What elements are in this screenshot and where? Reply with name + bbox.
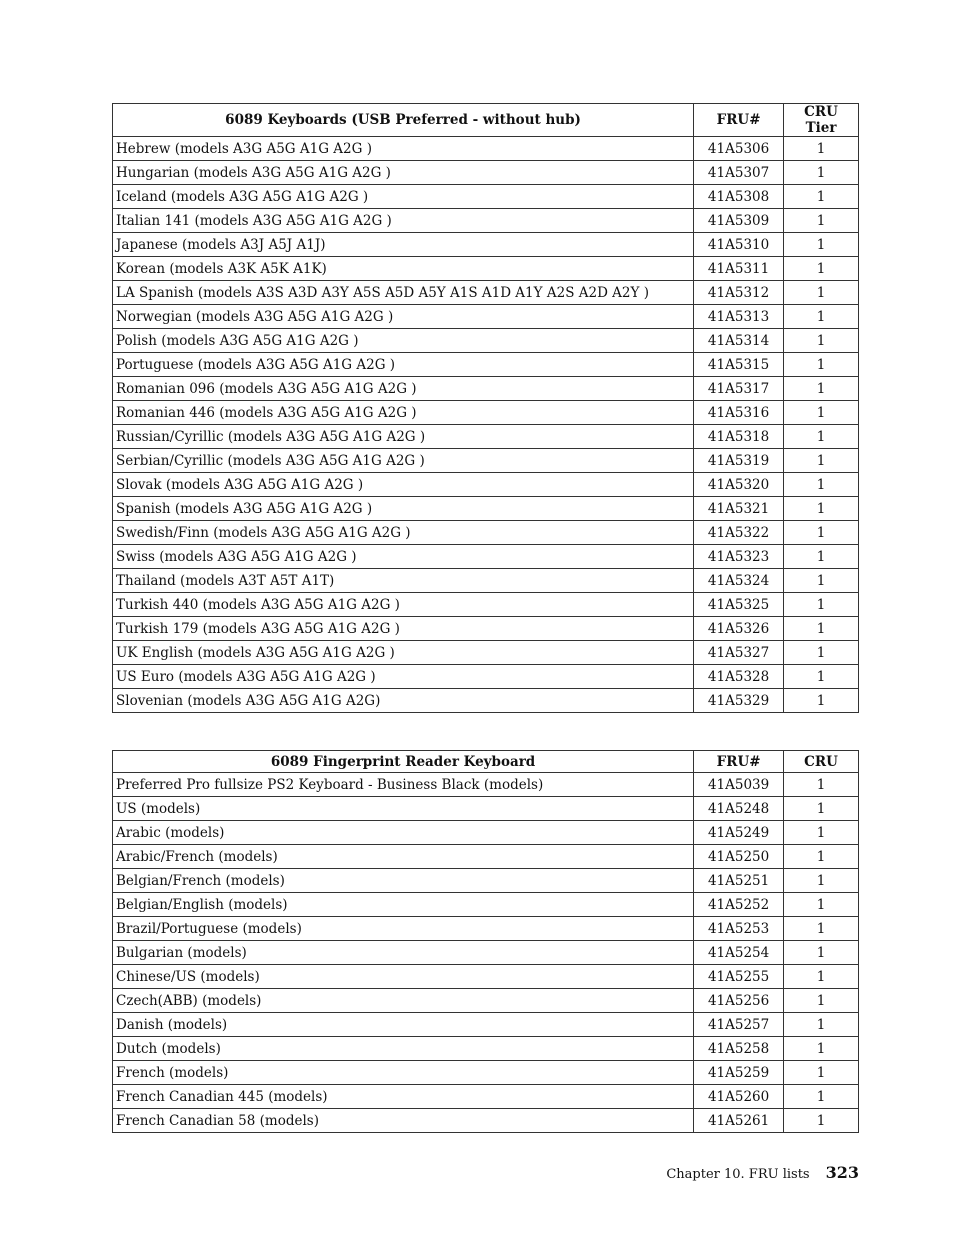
page-number: 323 [825,1163,859,1182]
cell-description: Portuguese (models A3G A5G A1G A2G ) [113,353,694,377]
cell-description: Japanese (models A3J A5J A1J) [113,233,694,257]
table-row [113,893,859,917]
cell-cru-tier: 1 [784,473,859,497]
cell-fru-number: 41A5258 [694,1037,784,1061]
cell-fru-number: 41A5327 [694,641,784,665]
table-row [113,965,859,989]
table-row [113,521,859,545]
column-header-cru-tier: CRU Tier [784,104,859,137]
cell-description: French (models) [113,1061,694,1085]
chapter-title: Chapter 10. FRU lists [666,1167,810,1182]
table-row [113,845,859,869]
cell-fru-number: 41A5249 [694,821,784,845]
cell-cru-tier: 1 [784,617,859,641]
cell-cru-tier: 1 [784,209,859,233]
cell-cru-tier: 1 [784,497,859,521]
cell-cru-tier: 1 [784,941,859,965]
cell-cru-tier: 1 [784,521,859,545]
cell-description: US (models) [113,797,694,821]
table-row [113,329,859,353]
table-header-row [113,104,859,137]
cell-fru-number: 41A5306 [694,137,784,161]
cell-description: Polish (models A3G A5G A1G A2G ) [113,329,694,353]
cell-description: Swiss (models A3G A5G A1G A2G ) [113,545,694,569]
table-row [113,137,859,161]
cell-cru-tier: 1 [784,869,859,893]
table-row [113,305,859,329]
cell-cru-tier: 1 [784,1109,859,1133]
keyboards-usb-table [112,103,859,713]
cell-description: French Canadian 445 (models) [113,1085,694,1109]
table-row [113,1013,859,1037]
cell-cru-tier: 1 [784,137,859,161]
cell-description: Romanian 096 (models A3G A5G A1G A2G ) [113,377,694,401]
cell-description: Arabic (models) [113,821,694,845]
cell-description: Turkish 440 (models A3G A5G A1G A2G ) [113,593,694,617]
table-row [113,281,859,305]
cell-fru-number: 41A5317 [694,377,784,401]
table-row [113,1109,859,1133]
table-row [113,473,859,497]
table-row [113,941,859,965]
cell-description: Slovak (models A3G A5G A1G A2G ) [113,473,694,497]
cell-fru-number: 41A5039 [694,773,784,797]
table-row [113,233,859,257]
cell-description: Swedish/Finn (models A3G A5G A1G A2G ) [113,521,694,545]
cell-fru-number: 41A5250 [694,845,784,869]
cell-fru-number: 41A5257 [694,1013,784,1037]
cell-fru-number: 41A5308 [694,185,784,209]
cell-cru-tier: 1 [784,329,859,353]
cell-description: Iceland (models A3G A5G A1G A2G ) [113,185,694,209]
cell-fru-number: 41A5319 [694,449,784,473]
cell-description: Hungarian (models A3G A5G A1G A2G ) [113,161,694,185]
cell-fru-number: 41A5260 [694,1085,784,1109]
fingerprint-keyboard-table [112,750,859,1133]
cell-cru-tier: 1 [784,257,859,281]
cell-fru-number: 41A5252 [694,893,784,917]
cell-cru-tier: 1 [784,821,859,845]
cell-description: Slovenian (models A3G A5G A1G A2G) [113,689,694,713]
cell-cru-tier: 1 [784,401,859,425]
cell-description: Thailand (models A3T A5T A1T) [113,569,694,593]
cell-cru-tier: 1 [784,689,859,713]
table-row [113,449,859,473]
cell-description: French Canadian 58 (models) [113,1109,694,1133]
cell-description: Arabic/French (models) [113,845,694,869]
table-row [113,425,859,449]
cell-cru-tier: 1 [784,893,859,917]
table-row [113,257,859,281]
cell-fru-number: 41A5325 [694,593,784,617]
table-row [113,641,859,665]
table-row [113,209,859,233]
cell-cru-tier: 1 [784,161,859,185]
table-row [113,353,859,377]
cell-fru-number: 41A5316 [694,401,784,425]
cell-description: Czech(ABB) (models) [113,989,694,1013]
cell-fru-number: 41A5320 [694,473,784,497]
table-row [113,161,859,185]
page-footer [666,1163,859,1182]
cell-fru-number: 41A5326 [694,617,784,641]
cell-description: Brazil/Portuguese (models) [113,917,694,941]
cell-fru-number: 41A5256 [694,989,784,1013]
cell-description: Turkish 179 (models A3G A5G A1G A2G ) [113,617,694,641]
cell-cru-tier: 1 [784,1061,859,1085]
column-header-fru: FRU# [694,751,784,773]
cell-fru-number: 41A5261 [694,1109,784,1133]
cell-cru-tier: 1 [784,1013,859,1037]
column-header-description: 6089 Keyboards (USB Preferred - without hub) [113,104,694,137]
cell-description: Belgian/English (models) [113,893,694,917]
table-row [113,869,859,893]
cell-fru-number: 41A5313 [694,305,784,329]
cell-description: Norwegian (models A3G A5G A1G A2G ) [113,305,694,329]
cell-description: Chinese/US (models) [113,965,694,989]
cell-fru-number: 41A5307 [694,161,784,185]
cell-fru-number: 41A5318 [694,425,784,449]
cell-cru-tier: 1 [784,641,859,665]
cell-cru-tier: 1 [784,185,859,209]
cell-cru-tier: 1 [784,797,859,821]
table-row [113,1061,859,1085]
cell-description: Serbian/Cyrillic (models A3G A5G A1G A2G ) [113,449,694,473]
table-row [113,917,859,941]
cell-fru-number: 41A5328 [694,665,784,689]
cell-description: Dutch (models) [113,1037,694,1061]
cell-fru-number: 41A5322 [694,521,784,545]
cell-description: Spanish (models A3G A5G A1G A2G ) [113,497,694,521]
cell-cru-tier: 1 [784,449,859,473]
table-row [113,401,859,425]
cell-cru-tier: 1 [784,305,859,329]
cell-cru-tier: 1 [784,845,859,869]
cell-fru-number: 41A5314 [694,329,784,353]
table-row [113,377,859,401]
cell-cru-tier: 1 [784,1085,859,1109]
cell-description: Preferred Pro fullsize PS2 Keyboard - Business Black (models) [113,773,694,797]
cell-fru-number: 41A5255 [694,965,784,989]
cell-description: Russian/Cyrillic (models A3G A5G A1G A2G ) [113,425,694,449]
cell-fru-number: 41A5324 [694,569,784,593]
cell-description: LA Spanish (models A3S A3D A3Y A5S A5D A5Y A1S A1D A1Y A2S A2D A2Y ) [113,281,694,305]
table-row [113,665,859,689]
cell-fru-number: 41A5310 [694,233,784,257]
cell-fru-number: 41A5321 [694,497,784,521]
cell-cru-tier: 1 [784,1037,859,1061]
cell-cru-tier: 1 [784,377,859,401]
cell-description: UK English (models A3G A5G A1G A2G ) [113,641,694,665]
cell-description: Italian 141 (models A3G A5G A1G A2G ) [113,209,694,233]
cell-fru-number: 41A5254 [694,941,784,965]
cell-fru-number: 41A5251 [694,869,784,893]
table-row [113,689,859,713]
cell-description: Hebrew (models A3G A5G A1G A2G ) [113,137,694,161]
cell-fru-number: 41A5309 [694,209,784,233]
cell-description: Belgian/French (models) [113,869,694,893]
cell-description: Bulgarian (models) [113,941,694,965]
cell-fru-number: 41A5259 [694,1061,784,1085]
table-row [113,989,859,1013]
cell-fru-number: 41A5253 [694,917,784,941]
cell-description: Romanian 446 (models A3G A5G A1G A2G ) [113,401,694,425]
cell-cru-tier: 1 [784,569,859,593]
table-row [113,185,859,209]
cell-cru-tier: 1 [784,233,859,257]
table-row [113,593,859,617]
cell-cru-tier: 1 [784,965,859,989]
cell-fru-number: 41A5311 [694,257,784,281]
table-row [113,773,859,797]
cell-cru-tier: 1 [784,665,859,689]
cell-cru-tier: 1 [784,353,859,377]
cell-fru-number: 41A5312 [694,281,784,305]
table-row [113,1037,859,1061]
cell-cru-tier: 1 [784,545,859,569]
table-row [113,617,859,641]
cell-cru-tier: 1 [784,281,859,305]
cell-fru-number: 41A5323 [694,545,784,569]
table-row [113,545,859,569]
cell-description: Korean (models A3K A5K A1K) [113,257,694,281]
table-header-row [113,751,859,773]
table-row [113,1085,859,1109]
table-row [113,797,859,821]
table-row [113,497,859,521]
cell-description: Danish (models) [113,1013,694,1037]
cell-cru-tier: 1 [784,989,859,1013]
cell-cru-tier: 1 [784,425,859,449]
cell-description: US Euro (models A3G A5G A1G A2G ) [113,665,694,689]
column-header-fru: FRU# [694,104,784,137]
cell-fru-number: 41A5329 [694,689,784,713]
table-row [113,821,859,845]
cell-fru-number: 41A5248 [694,797,784,821]
cell-cru-tier: 1 [784,917,859,941]
cell-cru-tier: 1 [784,773,859,797]
cell-cru-tier: 1 [784,593,859,617]
cell-fru-number: 41A5315 [694,353,784,377]
column-header-cru: CRU [784,751,859,773]
column-header-description: 6089 Fingerprint Reader Keyboard [113,751,694,773]
table-row [113,569,859,593]
